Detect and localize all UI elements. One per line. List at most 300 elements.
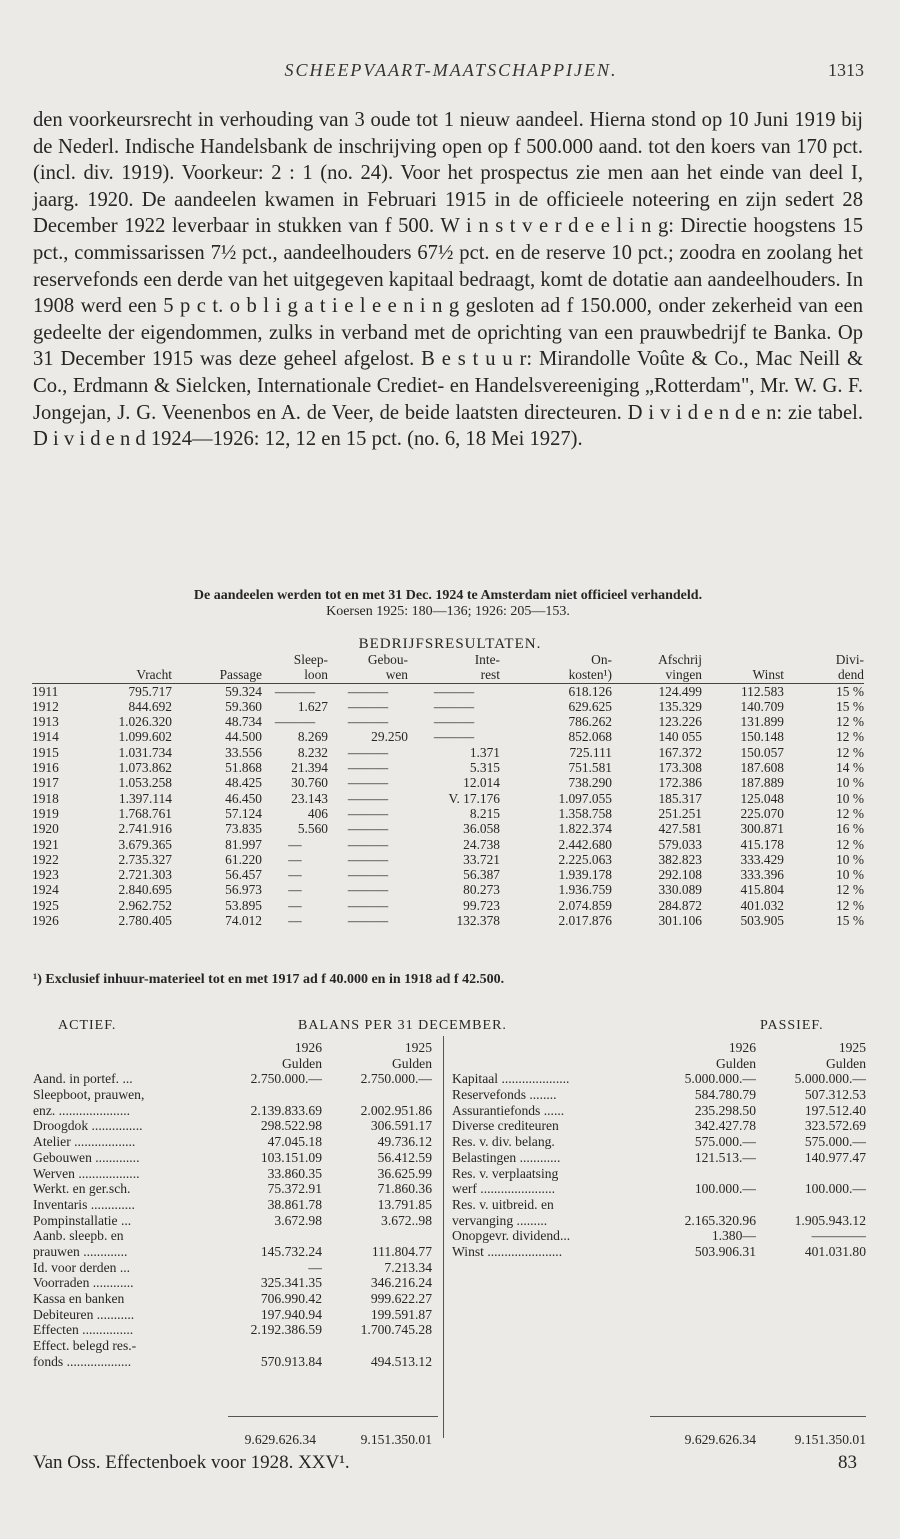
liability-unit-header: [452, 1056, 866, 1072]
results-row: [32, 882, 864, 897]
results-cell: 51.868: [225, 760, 262, 776]
results-cell: ———: [347, 714, 389, 730]
results-year: 1919: [32, 805, 59, 821]
results-cell: 30.760: [291, 775, 328, 791]
results-cell: ———: [433, 698, 475, 714]
results-cell: 301.106: [658, 913, 702, 929]
results-cell: 10 %: [836, 851, 864, 867]
price-range-note: Koersen 1925: 180—136; 1926: 205—153.: [326, 604, 570, 619]
results-cell: 2.780.405: [118, 913, 172, 929]
results-col-header: Sleep- loon: [262, 652, 328, 683]
results-cell: 12 %: [836, 836, 864, 852]
balance-titles: [0, 1018, 900, 1036]
results-cell: 292.108: [658, 867, 702, 883]
results-cell: 12 %: [836, 897, 864, 913]
results-cell: 1.371: [469, 744, 500, 760]
results-cell: 61.220: [225, 851, 262, 867]
asset-value-1925: 36.625.99: [377, 1165, 432, 1181]
results-cell: 10 %: [836, 775, 864, 791]
results-cell: 123.226: [658, 714, 702, 730]
results-cell: 74.012: [225, 913, 262, 929]
results-cell: 12 %: [836, 714, 864, 730]
results-cell: ———: [347, 882, 389, 898]
results-cell: 14 %: [836, 760, 864, 776]
results-cell: 24.738: [463, 836, 500, 852]
results-cell: —: [288, 851, 302, 867]
results-cell: 333.396: [740, 867, 784, 883]
results-cell: 46.450: [225, 790, 262, 806]
results-cell: 44.500: [225, 729, 262, 745]
results-row: [32, 867, 864, 882]
asset-line: [33, 1071, 438, 1087]
results-cell: 12 %: [836, 805, 864, 821]
asset-value-1925: 7.213.34: [384, 1259, 432, 1275]
paragraph-text: den voorkeursrecht in verhouding van 3 oude tot 1 nieuw aandeel. Hierna stond op 10 Juni 1919 bij de Nederl. Indische Handelsbank de inschrijving open op f 500.000 aand. tot den koers van 170 pct. (incl. div. 1919). Voorkeur: 2 : 1 (no. 24). Voor het prospectus zie men aan het einde van deel I, jaarg. 1920. De aandeelen kwamen in Februari 1915 in de officieele noteering en zijn sedert 28 December 1922 leverbaar in stukken van f 500. W i n s t v e r d e e l i n g: Directie hoogstens 15 pct., commissarissen 7½ pct., aandeelhouders 67½ pct. en de reserve 10 pct.; zoodra en zoolang het reservefonds een derde van het uitgegeven kapitaal bedraagt, komt de dotatie aan aandeelhouders. In 1908 werd een 5 p c t. o b l i g a t i e l e e n i n g gesloten ad f 150.000, onder zekerheid van een gedeelte der eigendommen, zulks in verband met de oprichting van een prauwbedrijf te Banka. Op 31 December 1915 was deze geheel afgelost. B e s t u u r: Mirandolle Voûte & Co., Mac Neill & Co., Erdmann & Sielcken, Internationale Crediet- en Handelsvereeniging „Rotterdam", Mr. W. G. F. Jongejan, J. G. Veenenbos en A. de Veer, de beide laatsten directeuren. D i v i d e n d e n: zie tabel. D i v i d e n d 1924—1926: 12, 12 en 15 pct. (no. 6, 18 Mei 1927).: [33, 109, 863, 451]
results-cell: 56.457: [225, 867, 262, 883]
asset-value-1925: 199.591.87: [370, 1306, 432, 1322]
asset-value-1926: 145.732.24: [260, 1243, 322, 1259]
results-cell: V. 17.176: [448, 790, 500, 806]
results-footnote: ¹) Exclusief inhuur-materieel tot en met 1917 ad f 40.000 en in 1918 ad f 42.500.: [33, 972, 505, 987]
results-row: [32, 898, 864, 913]
liability-line: [452, 1213, 866, 1229]
results-cell: 48.425: [225, 775, 262, 791]
liability-label: Belastingen ............: [452, 1149, 561, 1165]
results-cell: 15 %: [836, 683, 864, 699]
results-cell: ———: [347, 821, 389, 837]
asset-value-1926: 47.045.18: [267, 1134, 322, 1150]
liability-label: Onopgevr. dividend...: [452, 1228, 571, 1244]
asset-line: [33, 1307, 438, 1323]
results-year: 1925: [32, 897, 59, 913]
asset-year-header: [33, 1040, 438, 1056]
asset-value-1926: 325.341.35: [260, 1275, 322, 1291]
results-cell: 618.126: [568, 683, 612, 699]
results-cell: 2.225.063: [558, 851, 612, 867]
asset-value-1925: 306.591.17: [370, 1118, 432, 1134]
page-number: 1313: [828, 60, 864, 80]
liability-value-1926: 1.380—: [711, 1228, 756, 1244]
results-cell: ———: [347, 836, 389, 852]
liability-value-1925: 5.000.000.—: [794, 1071, 866, 1087]
results-row: [32, 760, 864, 775]
balance-divider: [443, 1036, 444, 1438]
results-cell: 1.053.258: [118, 775, 172, 791]
results-cell: ———: [347, 913, 389, 929]
results-cell: 36.058: [463, 821, 500, 837]
results-cell: 284.872: [658, 897, 702, 913]
results-cell: ———: [347, 851, 389, 867]
asset-line: [33, 1228, 438, 1244]
asset-label: Werkt. en ger.sch.: [33, 1181, 131, 1197]
results-cell: —: [288, 897, 302, 913]
results-col-header: Gebou- wen: [328, 652, 408, 683]
liability-label: Diverse crediteuren: [452, 1118, 559, 1134]
asset-label: Kassa en banken: [33, 1291, 125, 1306]
results-cell: 73.835: [225, 821, 262, 837]
asset-year-1926: 1926: [294, 1040, 322, 1055]
liability-line: [452, 1118, 866, 1134]
results-cell: —: [288, 867, 302, 883]
asset-line: [33, 1181, 438, 1197]
results-cell: 132.378: [456, 913, 500, 929]
results-cell: 187.889: [740, 775, 784, 791]
asset-label: Effect. belegd res.-: [33, 1338, 137, 1354]
liability-line: [452, 1228, 866, 1244]
liability-value-1926: 342.427.78: [694, 1118, 756, 1134]
results-year: 1916: [32, 760, 59, 776]
results-row: [32, 729, 864, 744]
results-year: 1914: [32, 729, 59, 745]
footer-source: Van Oss. Effectenboek voor 1928. XXV¹.: [33, 1452, 350, 1473]
results-cell: 406: [307, 805, 328, 821]
liability-line: [452, 1181, 866, 1197]
asset-line: [33, 1338, 438, 1354]
results-cell: 140.709: [740, 698, 784, 714]
liability-unit-1925: Gulden: [825, 1055, 866, 1071]
asset-value-1926: 2.192.386.59: [250, 1322, 322, 1338]
assets-total-1926: 9.629.626.34: [244, 1432, 316, 1447]
liability-line: [452, 1071, 866, 1087]
results-cell: 2.962.752: [118, 897, 172, 913]
liability-label: Assurantiefonds ......: [452, 1102, 565, 1118]
liability-value-1926: 584.780.79: [694, 1087, 756, 1103]
asset-value-1925: 346.216.24: [370, 1275, 432, 1291]
balance-title: BALANS PER 31 DECEMBER.: [298, 1018, 507, 1033]
results-cell: ———: [347, 683, 389, 699]
results-year: 1918: [32, 790, 59, 806]
results-row: [32, 852, 864, 867]
results-cell: 5.315: [469, 760, 500, 776]
running-header: [30, 60, 872, 88]
results-cell: 16 %: [836, 821, 864, 837]
results-row: [32, 837, 864, 852]
results-year: 1912: [32, 698, 59, 714]
asset-line: [33, 1118, 438, 1134]
results-cell: 57.124: [225, 805, 262, 821]
results-cell: ———: [274, 714, 316, 730]
asset-value-1926: 33.860.35: [267, 1165, 322, 1181]
results-year: 1913: [32, 714, 59, 730]
asset-label: fonds ...................: [33, 1353, 132, 1369]
results-cell: 185.317: [658, 790, 702, 806]
asset-line: [33, 1291, 438, 1307]
results-row: [32, 714, 864, 729]
asset-label: Aand. in portef. ...: [33, 1071, 133, 1087]
liabilities-column: [452, 1040, 866, 1260]
liability-label: vervanging .........: [452, 1212, 548, 1228]
results-cell: 725.111: [569, 744, 612, 760]
results-col-header: Vracht: [74, 652, 172, 683]
results-cell: —: [288, 882, 302, 898]
results-cell: 59.360: [225, 698, 262, 714]
asset-value-1926: 2.139.833.69: [250, 1102, 322, 1118]
asset-value-1926: 3.672.98: [274, 1212, 322, 1228]
results-cell: 56.387: [463, 867, 500, 883]
results-cell: 1.768.761: [118, 805, 172, 821]
results-col-header: [32, 652, 74, 683]
asset-line: [33, 1197, 438, 1213]
liability-value-1926: 121.513.—: [694, 1149, 756, 1165]
liability-value-1925: 401.031.80: [804, 1243, 866, 1259]
liability-label: Res. v. div. belang.: [452, 1134, 555, 1150]
liability-value-1925: 140.977.47: [804, 1149, 866, 1165]
results-cell: 300.871: [740, 821, 784, 837]
results-cell: 8.232: [297, 744, 328, 760]
asset-value-1925: 494.513.12: [370, 1353, 432, 1369]
results-year: 1915: [32, 744, 59, 760]
asset-value-1925: 71.860.36: [377, 1181, 432, 1197]
asset-label: Id. voor derden ...: [33, 1259, 131, 1275]
results-year: 1911: [32, 683, 59, 699]
results-col-header: On- kosten¹): [500, 652, 612, 683]
asset-line: [33, 1150, 438, 1166]
results-cell: 59.324: [225, 683, 262, 699]
asset-line: [33, 1244, 438, 1260]
liability-value-1926: 5.000.000.—: [684, 1071, 756, 1087]
results-cell: 1.822.374: [558, 821, 612, 837]
results-body: [32, 683, 864, 928]
results-cell: 81.997: [225, 836, 262, 852]
asset-label: Effecten ...............: [33, 1322, 134, 1338]
results-cell: 124.499: [658, 683, 702, 699]
results-cell: ———: [347, 790, 389, 806]
results-cell: 1.031.734: [118, 744, 172, 760]
results-cell: 1.627: [297, 698, 328, 714]
results-cell: 140 055: [658, 729, 702, 745]
asset-line: [33, 1103, 438, 1119]
body-paragraph: [33, 107, 863, 453]
asset-unit-header: [33, 1056, 438, 1072]
results-cell: 187.608: [740, 760, 784, 776]
results-cell: ———: [274, 683, 316, 699]
results-cell: 2.840.695: [118, 882, 172, 898]
results-cell: 2.074.859: [558, 897, 612, 913]
results-cell: 12 %: [836, 882, 864, 898]
results-cell: —: [288, 913, 302, 929]
page-header-title: SCHEEPVAART-MAATSCHAPPIJEN.: [284, 60, 618, 80]
results-cell: 112.583: [740, 683, 784, 699]
liability-value-1925: 1.905.943.12: [794, 1212, 866, 1228]
results-table: [32, 652, 864, 928]
results-cell: ———: [347, 897, 389, 913]
results-cell: 1.936.759: [558, 882, 612, 898]
liability-line: [452, 1134, 866, 1150]
results-row: [32, 745, 864, 760]
asset-label: Aanb. sleepb. en: [33, 1228, 124, 1244]
results-cell: 33.556: [225, 744, 262, 760]
asset-label: Voorraden ............: [33, 1275, 134, 1291]
liability-label: Reservefonds ........: [452, 1087, 557, 1103]
liability-line: [452, 1103, 866, 1119]
results-col-header: Winst: [702, 652, 784, 683]
asset-value-1925: 2.750.000.—: [360, 1071, 432, 1087]
results-cell: ———: [347, 744, 389, 760]
results-cell: ———: [433, 714, 475, 730]
results-cell: 150.057: [740, 744, 784, 760]
asset-value-1926: 103.151.09: [260, 1149, 322, 1165]
liabilities-total-rule: [650, 1416, 866, 1417]
liability-unit-1926: Gulden: [715, 1055, 756, 1071]
results-col-header: Afschrij vingen: [612, 652, 702, 683]
results-cell: 173.308: [658, 760, 702, 776]
liability-value-1926: 575.000.—: [694, 1134, 756, 1150]
asset-label: Gebouwen .............: [33, 1149, 140, 1165]
results-cell: 10 %: [836, 867, 864, 883]
results-year: 1922: [32, 851, 59, 867]
results-cell: 12.014: [463, 775, 500, 791]
assets-total-1925: 9.151.350.01: [360, 1432, 432, 1447]
assets-total-rule: [228, 1416, 438, 1417]
results-cell: 12 %: [836, 744, 864, 760]
results-cell: 2.017.876: [558, 913, 612, 929]
results-cell: 23.143: [291, 790, 328, 806]
liability-label: werf ......................: [452, 1181, 556, 1197]
liabilities-total-1926: 9.629.626.34: [684, 1432, 756, 1447]
results-cell: 29.250: [371, 729, 408, 745]
asset-unit-1925: Gulden: [391, 1055, 432, 1071]
results-cell: ———: [347, 775, 389, 791]
liability-value-1926: 2.165.320.96: [684, 1212, 756, 1228]
asset-label: Pompinstallatie ...: [33, 1212, 132, 1228]
asset-line: [33, 1134, 438, 1150]
liability-label: Winst ......................: [452, 1243, 563, 1259]
results-cell: ———: [433, 729, 475, 745]
asset-year-1925: 1925: [404, 1040, 432, 1055]
footer-page: 83: [838, 1452, 857, 1473]
liability-value-1925: 507.312.53: [804, 1087, 866, 1103]
liability-value-1925: 197.512.40: [804, 1102, 866, 1118]
results-cell: —: [288, 836, 302, 852]
asset-label: Atelier ..................: [33, 1134, 136, 1150]
results-cell: 131.899: [740, 714, 784, 730]
results-cell: 1.358.758: [558, 805, 612, 821]
results-cell: 15 %: [836, 913, 864, 929]
results-cell: 1.099.602: [118, 729, 172, 745]
results-cell: 125.048: [740, 790, 784, 806]
results-row: [32, 791, 864, 806]
asset-label: Sleepboot, prauwen,: [33, 1087, 145, 1103]
results-row: [32, 806, 864, 821]
liability-value-1925: 575.000.—: [804, 1134, 866, 1150]
asset-label: Droogdok ...............: [33, 1118, 143, 1134]
results-cell: 172.386: [658, 775, 702, 791]
assets-title: ACTIEF.: [58, 1018, 117, 1033]
results-cell: 852.068: [568, 729, 612, 745]
asset-value-1926: 706.990.42: [260, 1291, 322, 1306]
liability-year-1926: 1926: [728, 1040, 756, 1055]
liability-year-1925: 1925: [838, 1040, 866, 1055]
asset-label: Debiteuren ...........: [33, 1306, 135, 1322]
results-cell: 795.717: [128, 683, 172, 699]
liability-line: [452, 1087, 866, 1103]
results-col-header: Divi- dend: [784, 652, 864, 683]
asset-line: [33, 1354, 438, 1370]
results-cell: 3.679.365: [118, 836, 172, 852]
liability-value-1925: 100.000.—: [804, 1181, 866, 1197]
results-cell: 503.905: [740, 913, 784, 929]
asset-unit-1926: Gulden: [281, 1055, 322, 1071]
asset-value-1925: 49.736.12: [377, 1134, 432, 1150]
liability-value-1925: ————: [811, 1228, 866, 1244]
asset-value-1926: 197.940.94: [260, 1306, 322, 1322]
results-cell: 80.273: [463, 882, 500, 898]
results-cell: 251.251: [658, 805, 702, 821]
results-cell: ———: [347, 805, 389, 821]
results-cell: 5.560: [297, 821, 328, 837]
results-cell: 401.032: [740, 897, 784, 913]
results-cell: 99.723: [463, 897, 500, 913]
asset-label: enz. .....................: [33, 1102, 131, 1118]
asset-label: Werven ..................: [33, 1165, 140, 1181]
liability-line: [452, 1166, 866, 1182]
asset-value-1925: 1.700.745.28: [360, 1322, 432, 1338]
liability-line: [452, 1244, 866, 1260]
results-cell: 579.033: [658, 836, 702, 852]
trading-note: De aandeelen werden tot en met 31 Dec. 1924 te Amsterdam niet officieel verhandeld.: [193, 588, 703, 603]
asset-line: [33, 1322, 438, 1338]
asset-value-1925: 56.412.59: [377, 1149, 432, 1165]
asset-value-1925: 999.622.27: [370, 1291, 432, 1306]
asset-label: prauwen .............: [33, 1243, 128, 1259]
results-cell: 738.290: [568, 775, 612, 791]
asset-value-1925: 2.002.951.86: [360, 1102, 432, 1118]
asset-value-1926: 38.861.78: [267, 1196, 322, 1212]
results-row: [32, 913, 864, 928]
results-cell: 751.581: [568, 760, 612, 776]
liability-value-1925: 323.572.69: [804, 1118, 866, 1134]
results-cell: 21.394: [291, 760, 328, 776]
results-cell: 48.734: [225, 714, 262, 730]
results-year: 1920: [32, 821, 59, 837]
asset-value-1926: 75.372.91: [267, 1181, 322, 1197]
results-cell: 8.269: [297, 729, 328, 745]
results-cell: 382.823: [658, 851, 702, 867]
asset-value-1925: 111.804.77: [371, 1243, 432, 1259]
results-cell: 2.442.680: [558, 836, 612, 852]
results-cell: ———: [347, 698, 389, 714]
results-cell: 427.581: [658, 821, 702, 837]
asset-line: [33, 1275, 438, 1291]
results-cell: 1.026.320: [118, 714, 172, 730]
results-cell: 15 %: [836, 698, 864, 714]
results-title: BEDRIJFSRESULTATEN.: [358, 636, 542, 652]
results-year: 1923: [32, 867, 59, 883]
results-cell: 150.148: [740, 729, 784, 745]
liability-label: Res. v. uitbreid. en: [452, 1196, 554, 1212]
results-row: [32, 821, 864, 836]
results-cell: 56.973: [225, 882, 262, 898]
results-cell: 330.089: [658, 882, 702, 898]
results-cell: 1.097.055: [558, 790, 612, 806]
asset-line: [33, 1260, 438, 1276]
results-year: 1917: [32, 775, 59, 791]
results-cell: 135.329: [658, 698, 702, 714]
asset-line: [33, 1087, 438, 1103]
results-cell: 2.735.327: [118, 851, 172, 867]
results-cell: 844.692: [128, 698, 172, 714]
results-cell: 1.397.114: [118, 790, 172, 806]
results-cell: 629.625: [568, 698, 612, 714]
liability-value-1926: 503.906.31: [694, 1243, 756, 1259]
liability-year-header: [452, 1040, 866, 1056]
results-row: [32, 775, 864, 790]
results-header-row: [32, 652, 864, 683]
liability-line: [452, 1197, 866, 1213]
liability-value-1926: 235.298.50: [694, 1102, 756, 1118]
results-col-header: Inte- rest: [408, 652, 500, 683]
assets-column: [33, 1040, 438, 1369]
